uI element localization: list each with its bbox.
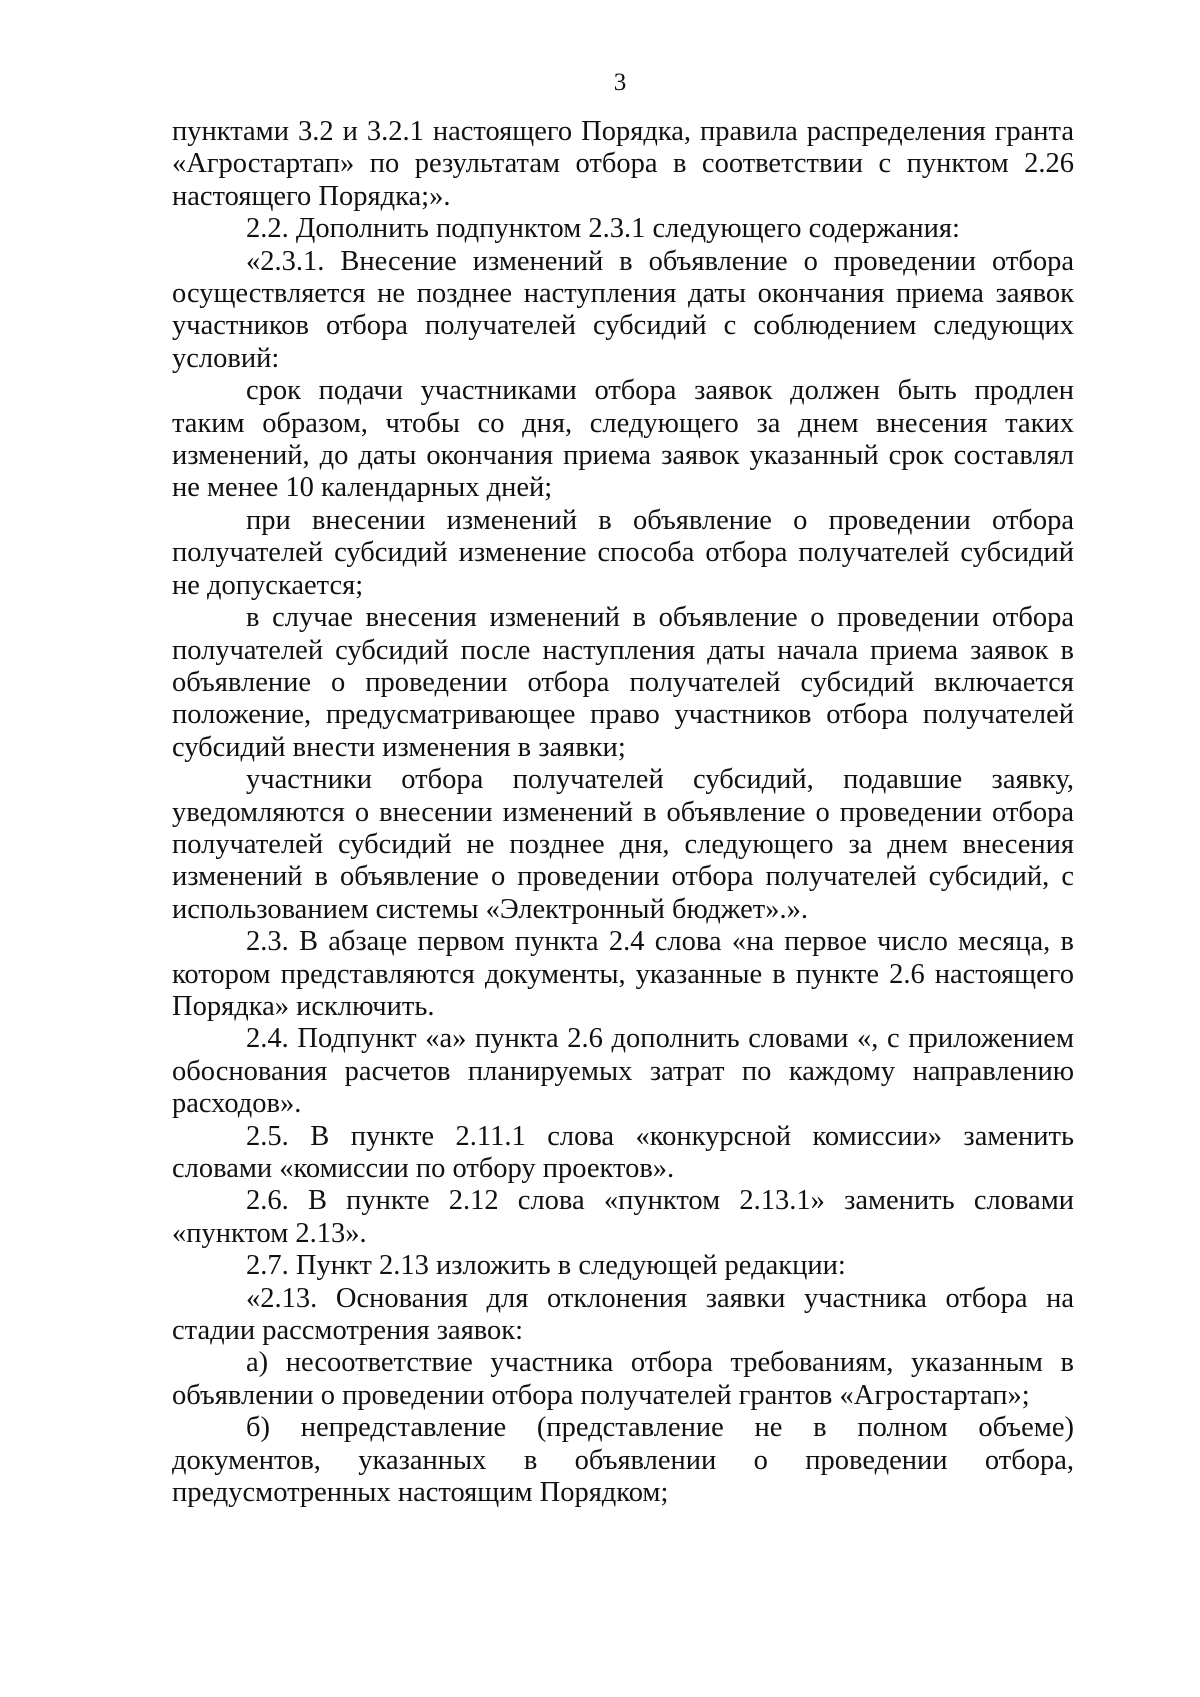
page-number: 3 (613, 69, 627, 96)
paragraph-2-4: 2.4. Подпункт «а» пункта 2.6 дополнить словами «, с приложением обоснования расчетов планируемых затрат по каждому направлению расходов». (172, 1023, 1074, 1120)
paragraph-continuation: пунктами 3.2 и 3.2.1 настоящего Порядка, правила распределения гранта «Агростартап» по результатам отбора в соответствии с пунктом 2.26 настоящего Порядка;». (172, 116, 1074, 212)
paragraph-2-2: 2.2. Дополнить подпунктом 2.3.1 следующего содержания: (246, 213, 960, 245)
paragraph-2-5: 2.5. В пункте 2.11.1 слова «конкурсной комиссии» заменить словами «комиссии по отбору проектов». (172, 1120, 1074, 1184)
paragraph-item-b: б) непредставление (представление не в полном объеме) документов, указанных в объявлении о проведении отбора, предусмотренных настоящим Порядком; (172, 1412, 1074, 1509)
paragraph-2-3-1: «2.3.1. Внесение изменений в объявление о проведении отбора осуществляется не позднее наступления даты окончания приема заявок участников отбора получателей субсидий с соблюдением следующих условий: (172, 245, 1074, 374)
paragraph-item-a: а) несоответствие участника отбора требованиям, указанным в объявлении о проведении отбора получателей грантов «Агростартап»; (172, 1347, 1074, 1411)
paragraph-2-3: 2.3. В абзаце первом пункта 2.4 слова «на первое число месяца, в котором представляются документы, указанные в пункте 2.6 настоящего Порядка» исключить. (172, 926, 1074, 1022)
paragraph-2-7: 2.7. Пункт 2.13 изложить в следующей редакции: (246, 1250, 846, 1282)
document-body (172, 116, 1074, 1509)
paragraph-selection-method: при внесении изменений в объявление о проведении отбора получателей субсидий изменение способа отбора получателей субсидий не допускается; (172, 504, 1074, 601)
paragraph-2-13: «2.13. Основания для отклонения заявки участника отбора на стадии рассмотрения заявок: (172, 1282, 1074, 1347)
paragraph-after-start-date: в случае внесения изменений в объявление о проведении отбора получателей субсидий после наступления даты начала приема заявок в объявление о проведении отбора получателей субсидий включается положение, предусматривающее право участников отбора получателей субсидий внести изменения в заявки; (172, 602, 1074, 763)
paragraph-deadline-extension: срок подачи участниками отбора заявок должен быть продлен таким образом, чтобы со дня, следующего за днем внесения таких изменений, до даты окончания приема заявок указанный срок составлял не менее 10 календарных дней; (172, 375, 1074, 504)
paragraph-notification: участники отбора получателей субсидий, подавшие заявку, уведомляются о внесении изменений в объявление о проведении отбора получателей субсидий не позднее дня, следующего за днем внесения изменений в объявление о проведении отбора получателей субсидий, с использованием системы «Электронный бюджет».». (172, 764, 1074, 925)
paragraph-2-6: 2.6. В пункте 2.12 слова «пунктом 2.13.1» заменить словами «пунктом 2.13». (172, 1185, 1074, 1249)
